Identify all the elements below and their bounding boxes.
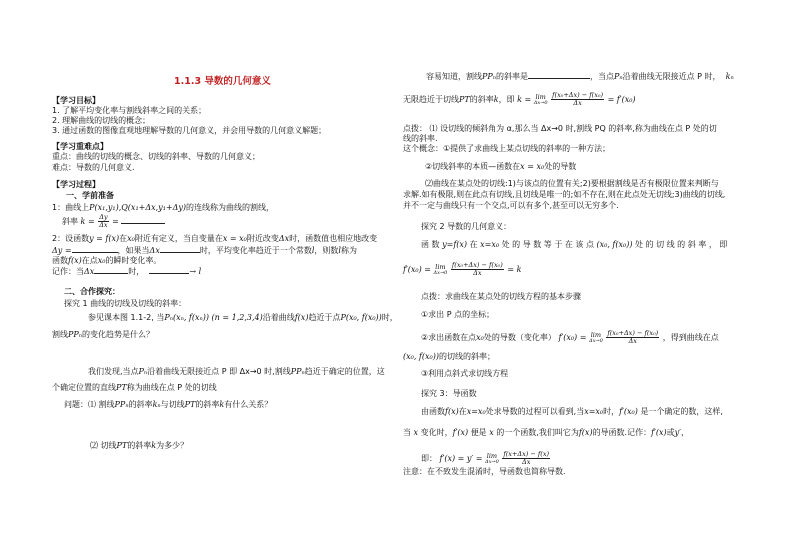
limit-blank-1[interactable] — [94, 266, 128, 274]
limit-blank-2[interactable] — [149, 266, 189, 274]
note-5: 求解.如有极限,则在此点有切线,且切线是唯一的;如不存在,则在此点处无切线;3)曲线的切线, — [403, 190, 726, 199]
limit-operator: lim Δx→0 — [588, 330, 603, 344]
derivative-definition: f′(x₀) = lim Δx→0 $\frac{\text{f(x₀+Δx) − f(x₀)}}{\Delta x}$ = k — [403, 261, 522, 277]
question-2-line-1: 2：设函数y = f(x)在x₀附近有定义，当自变量在x = x₀附近改变Δx时，函数值也相应地改变 — [52, 234, 378, 243]
difference-quotient: $\frac{f(x+\Delta x) - f(x)}{\Delta x}$ — [503, 450, 550, 466]
explore-3-line-2: 当 x 变化时，f′(x) 便是 x 的一个函数,我们叫它为f(x)的导函数.记作：f′(x)或y′， — [403, 428, 689, 437]
tangent-limit-line: 无限趋近于切线PT的斜率k，即 k = lim Δx→0 $\frac{\text{f(x₀+Δx) − f(x₀)}}{\Delta x}$ = f′(x₀) — [403, 91, 636, 107]
limit-operator: lim Δx→0 — [533, 92, 548, 106]
slope-blank[interactable] — [121, 216, 165, 224]
prep-heading: 一、学前准备 — [66, 191, 114, 200]
difference-quotient: $\frac{\text{f(x₀+Δx) − f(x₀)}}{\Delta x}$ — [451, 261, 503, 277]
process-heading: 【学习过程】 — [52, 180, 100, 189]
limit-operator: lim Δx→0 — [433, 262, 448, 276]
step-2b: (x₀, f(x₀))的切线的斜率； — [403, 352, 495, 361]
explore-2-line: 函 数 y=f(x) 在 x=x₀ 处 的 导 数 等 于 在 该 点 (x₀, f(x₀)) 处 的 切 线 的 斜 率 ， 即 — [421, 240, 728, 249]
question-line-1: 问题：⑴ 割线PPₙ的斜率kₙ与切线PT的斜率k有什么关系？ — [64, 400, 273, 409]
question-2-line-2: Δy = ，如果当Δx 时，平均变化率趋近于一个常数l，则数l称为 — [52, 246, 357, 255]
page-title: 1.1.3 导数的几何意义 — [174, 76, 271, 87]
slope-line: 斜率 k = $\frac{\Delta y}{\Delta x}$ = — [62, 214, 165, 229]
explore-1-line-2: 割线PPₙ的变化趋势是什么？ — [52, 330, 155, 339]
note-4: ⑵曲线在某点处的切线:1)与该点的位置有关;2)要根据割线是否有极限位置来判断与 — [425, 179, 719, 188]
secant-slope-line: 容易知道，割线PPₙ的斜率是 ，当点Pₙ沿着曲线无限接近点 P 时， kₙ — [426, 72, 734, 81]
step-1: ①求出 P 点的坐标； — [421, 310, 495, 319]
secant-slope-blank[interactable] — [528, 71, 590, 79]
final-note: 注意：在不致发生混淆时，导函数也简称导数. — [403, 467, 566, 476]
delta-y-blank[interactable] — [72, 245, 118, 253]
key-heading: 【学习重难点】 — [52, 142, 108, 151]
question-2-line-4: 记作：当Δx 时， → l — [52, 267, 202, 276]
goals-heading: 【学习目标】 — [52, 96, 100, 105]
question-line-2: ⑵ 切线PT的斜率k为多少？ — [90, 441, 189, 450]
note-1b: 线的斜率. — [403, 134, 438, 143]
explore-3-heading: 探究 3：导函数 — [421, 389, 477, 398]
difficulty-point: 难点：导数的几何意义. — [52, 163, 135, 172]
note-2: 这个概念：①提供了求曲线上某点切线的斜率的一种方法； — [403, 144, 611, 153]
goal-item-1: 1. 了解平均变化率与割线斜率之间的关系； — [52, 106, 207, 115]
tip-heading: 点拨：求曲线在某点处的切线方程的基本步骤 — [421, 292, 581, 301]
note-1: 点拨： ⑴ 设切线的倾斜角为 α,那么当 Δx→0 时,割线 PQ 的斜率,称为曲线在点 P 处的切 — [403, 124, 717, 133]
difference-quotient: $\frac{\text{f(x₀+Δx) − f(x₀)}}{\Delta x}$ — [607, 329, 659, 345]
found-line-1: 我们发现,当点Pₙ沿着曲线无限接近点 P 即 Δx→0 时,割线PPₙ趋近于确定的位置，这 — [88, 367, 385, 376]
slope-fraction: $\frac{\Delta y}{\Delta x}$ — [99, 213, 108, 229]
explore-1-line-1: 参见课本图 1.1-2, 当Pₙ(xₙ, f(xₙ)) (n = 1,2,3,4)沿着曲线f(x)趋近于点P(x₀, f(x₀))时， — [88, 313, 398, 322]
question-2-line-3: 函数f(x)在点x₀的瞬时变化率。 — [52, 256, 162, 265]
derivative-function-definition: 即： f′(x) = y′ = lim Δx→0 $\frac{f(x+\Delta x) - f(x)}{\Delta x}$ — [421, 450, 550, 466]
limit-operator: lim Δx→0 — [485, 451, 499, 465]
key-point: 重点：曲线的切线的概念、切线的斜率、导数的几何意义； — [52, 152, 260, 161]
note-3: ②切线斜率的本质—函数在x = x₀处的导数 — [425, 162, 577, 171]
goal-item-2: 2. 理解曲线的切线的概念； — [52, 116, 151, 125]
goal-item-3: 3. 通过函数的图像直观地理解导数的几何意义，并会用导数的几何意义解题； — [52, 126, 327, 135]
step-2: ②求出函数在点x₀处的导数（变化率） f′(x₀) = lim Δx→0 $\frac{\text{f(x₀+Δx) − f(x₀)}}{\Delta x}$ ，得到曲线在点 — [421, 329, 719, 345]
step-3: ③利用点斜式求切线方程 — [421, 369, 509, 378]
coop-heading: 二、合作探究： — [64, 287, 120, 296]
difference-quotient: $\frac{\text{f(x₀+Δx) − f(x₀)}}{\Delta x}$ — [552, 91, 604, 107]
explore-3-line-1: 由函数f(x)在x=x₀处求导数的过程可以看到,当x=x₀时，f′(x₀) 是一个确定的数，这样, — [421, 407, 723, 416]
explore-2-heading: 探究 2 导数的几何意义： — [421, 222, 512, 231]
delta-x-blank[interactable] — [160, 245, 200, 253]
question-1-line: 1：曲线上P(x₁,y₁),Q(x₁+Δx,y₁+Δy)的连线称为曲线的割线， — [52, 203, 275, 212]
explore-1-heading: 探究 1 曲线的切线及切线的斜率： — [64, 299, 187, 308]
found-line-2: 个确定位置的直线PT称为曲线在点 P 处的切线 — [52, 383, 217, 392]
note-6: 并不一定与曲线只有一个交点,可以有多个,甚至可以无穷多个. — [403, 201, 619, 210]
